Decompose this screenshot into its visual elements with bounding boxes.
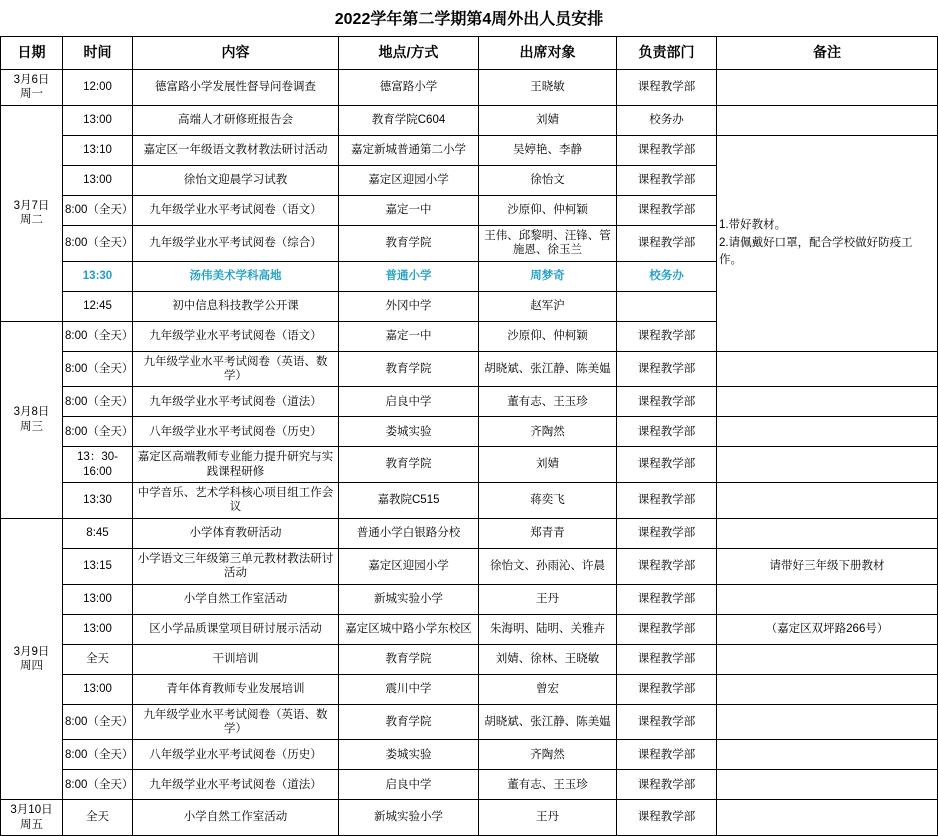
cell-place: 教育学院 xyxy=(339,351,479,387)
cell-place: 娄城实验 xyxy=(339,417,479,447)
table-row xyxy=(1,447,938,483)
cell-place: 启良中学 xyxy=(339,770,479,800)
cell-place: 教育学院 xyxy=(339,225,479,261)
cell-place: 普通小学白银路分校 xyxy=(339,518,479,548)
cell-place: 教育学院 xyxy=(339,704,479,740)
cell-date: 3月10日 周五 xyxy=(1,800,63,836)
cell-dept: 课程教学部 xyxy=(617,165,717,195)
cell-place: 教育学院 xyxy=(339,447,479,483)
cell-people: 刘婧 xyxy=(479,105,617,135)
cell-note xyxy=(717,105,938,135)
cell-dept: 课程教学部 xyxy=(617,321,717,351)
cell-dept: 校务办 xyxy=(617,105,717,135)
cell-time: 13:00 xyxy=(63,165,133,195)
cell-place: 嘉定区城中路小学东校区 xyxy=(339,614,479,644)
table-row xyxy=(1,417,938,447)
cell-content: 小学体育教研活动 xyxy=(133,518,339,548)
cell-time: 13:10 xyxy=(63,135,133,165)
cell-dept: 课程教学部 xyxy=(617,740,717,770)
table-header-row xyxy=(1,37,938,70)
cell-people: 王丹 xyxy=(479,584,617,614)
cell-content: 青年体育教师专业发展培训 xyxy=(133,674,339,704)
cell-time: 13:00 xyxy=(63,584,133,614)
table-row xyxy=(1,674,938,704)
cell-note xyxy=(717,770,938,800)
cell-dept: 课程教学部 xyxy=(617,135,717,165)
cell-time: 8:00（全天） xyxy=(63,417,133,447)
cell-time: 8:45 xyxy=(63,518,133,548)
cell-content: 区小学品质课堂项目研讨展示活动 xyxy=(133,614,339,644)
cell-dept xyxy=(617,291,717,321)
table-row xyxy=(1,800,938,836)
cell-note xyxy=(717,644,938,674)
table-row xyxy=(1,740,938,770)
cell-dept: 课程教学部 xyxy=(617,614,717,644)
cell-time: 13:15 xyxy=(63,548,133,584)
cell-content: 小学语文三年级第三单元教材教法研讨活动 xyxy=(133,548,339,584)
cell-content: 九年级学业水平考试阅卷（语文） xyxy=(133,321,339,351)
cell-people: 吴婷艳、李静 xyxy=(479,135,617,165)
cell-dept: 课程教学部 xyxy=(617,548,717,584)
cell-people: 王伟、邱黎明、汪锋、管施恩、徐玉兰 xyxy=(479,225,617,261)
cell-dept: 课程教学部 xyxy=(617,800,717,836)
cell-place: 嘉定一中 xyxy=(339,321,479,351)
table-body xyxy=(1,70,938,836)
cell-place: 嘉定区迎园小学 xyxy=(339,548,479,584)
table-row xyxy=(1,70,938,106)
cell-people: 齐陶然 xyxy=(479,740,617,770)
cell-dept: 课程教学部 xyxy=(617,483,717,519)
cell-time: 8:00（全天） xyxy=(63,321,133,351)
cell-content: 汤伟美术学科高地 xyxy=(133,261,339,291)
table-row xyxy=(1,351,938,387)
table-row xyxy=(1,704,938,740)
cell-note xyxy=(717,387,938,417)
cell-content: 八年级学业水平考试阅卷（历史） xyxy=(133,740,339,770)
cell-people: 王丹 xyxy=(479,800,617,836)
cell-date: 3月6日 周一 xyxy=(1,70,63,106)
cell-people: 赵军沪 xyxy=(479,291,617,321)
cell-note xyxy=(717,518,938,548)
cell-note: 请带好三年级下册教材 xyxy=(717,548,938,584)
table-row xyxy=(1,105,938,135)
cell-place: 嘉教院C515 xyxy=(339,483,479,519)
cell-content: 初中信息科技教学公开课 xyxy=(133,291,339,321)
column-header-content: 内容 xyxy=(133,37,339,70)
cell-content: 九年级学业水平考试阅卷（综合） xyxy=(133,225,339,261)
cell-dept: 课程教学部 xyxy=(617,417,717,447)
cell-dept: 课程教学部 xyxy=(617,387,717,417)
table-row xyxy=(1,644,938,674)
cell-people: 沙原仰、仲柯颖 xyxy=(479,195,617,225)
cell-note xyxy=(717,70,938,106)
cell-time: 13:00 xyxy=(63,614,133,644)
cell-time: 13:00 xyxy=(63,105,133,135)
column-header-date: 日期 xyxy=(1,37,63,70)
cell-note xyxy=(717,704,938,740)
cell-content: 九年级学业水平考试阅卷（英语、数学） xyxy=(133,351,339,387)
cell-place: 新城实验小学 xyxy=(339,584,479,614)
cell-place: 嘉定新城普通第二小学 xyxy=(339,135,479,165)
cell-content: 嘉定区高端教师专业能力提升研究与实践课程研修 xyxy=(133,447,339,483)
cell-dept: 课程教学部 xyxy=(617,351,717,387)
page-title: 2022学年第二学期第4周外出人员安排 xyxy=(334,11,604,28)
cell-dept: 校务办 xyxy=(617,261,717,291)
table-row xyxy=(1,135,938,165)
column-header-time: 时间 xyxy=(63,37,133,70)
cell-dept: 课程教学部 xyxy=(617,225,717,261)
cell-date: 3月8日 周三 xyxy=(1,321,63,518)
cell-content: 高端人才研修班报告会 xyxy=(133,105,339,135)
cell-time: 全天 xyxy=(63,644,133,674)
cell-people: 郑青青 xyxy=(479,518,617,548)
cell-time: 12:45 xyxy=(63,291,133,321)
cell-content: 小学自然工作室活动 xyxy=(133,800,339,836)
cell-content: 九年级学业水平考试阅卷（英语、数学） xyxy=(133,704,339,740)
column-header-dept: 负责部门 xyxy=(617,37,717,70)
cell-time: 13：30-16:00 xyxy=(63,447,133,483)
cell-place: 新城实验小学 xyxy=(339,800,479,836)
cell-place: 普通小学 xyxy=(339,261,479,291)
cell-note xyxy=(717,483,938,519)
cell-content: 八年级学业水平考试阅卷（历史） xyxy=(133,417,339,447)
cell-people: 董有志、王玉珍 xyxy=(479,387,617,417)
cell-people: 刘婧、徐林、王晓敏 xyxy=(479,644,617,674)
cell-note xyxy=(717,351,938,387)
schedule-table xyxy=(0,36,938,836)
cell-dept: 课程教学部 xyxy=(617,584,717,614)
cell-note xyxy=(717,447,938,483)
cell-note: （嘉定区双坪路266号） xyxy=(717,614,938,644)
cell-people: 朱海明、陆明、关雅卉 xyxy=(479,614,617,644)
cell-time: 8:00（全天） xyxy=(63,225,133,261)
cell-note xyxy=(717,584,938,614)
cell-place: 德富路小学 xyxy=(339,70,479,106)
cell-time: 13:00 xyxy=(63,674,133,704)
cell-time: 13:30 xyxy=(63,483,133,519)
cell-dept: 课程教学部 xyxy=(617,447,717,483)
cell-dept: 课程教学部 xyxy=(617,518,717,548)
cell-people: 沙原仰、仲柯颖 xyxy=(479,321,617,351)
table-row xyxy=(1,584,938,614)
cell-place: 震川中学 xyxy=(339,674,479,704)
cell-content: 嘉定区一年级语文教材教法研讨活动 xyxy=(133,135,339,165)
cell-date: 3月7日 周二 xyxy=(1,105,63,321)
table-row xyxy=(1,518,938,548)
cell-place: 教育学院 xyxy=(339,644,479,674)
cell-time: 8:00（全天） xyxy=(63,195,133,225)
cell-content: 九年级学业水平考试阅卷（语文） xyxy=(133,195,339,225)
cell-note xyxy=(717,417,938,447)
cell-content: 徐怡文迎晨学习试教 xyxy=(133,165,339,195)
cell-place: 教育学院C604 xyxy=(339,105,479,135)
cell-time: 全天 xyxy=(63,800,133,836)
table-row xyxy=(1,770,938,800)
cell-people: 徐怡文、孙雨沁、许晨 xyxy=(479,548,617,584)
column-header-people: 出席对象 xyxy=(479,37,617,70)
cell-date: 3月9日 周四 xyxy=(1,518,63,800)
table-row xyxy=(1,614,938,644)
cell-dept: 课程教学部 xyxy=(617,195,717,225)
cell-note: 1.带好教材。 2.请佩戴好口罩，配合学校做好防疫工作。 xyxy=(717,135,938,351)
cell-time: 8:00（全天） xyxy=(63,351,133,387)
cell-people: 胡晓斌、张江静、陈美媪 xyxy=(479,351,617,387)
cell-content: 干训培训 xyxy=(133,644,339,674)
cell-content: 德富路小学发展性督导问卷调查 xyxy=(133,70,339,106)
table-row xyxy=(1,387,938,417)
cell-note xyxy=(717,740,938,770)
cell-place: 外冈中学 xyxy=(339,291,479,321)
cell-place: 嘉定区迎园小学 xyxy=(339,165,479,195)
cell-people: 王晓敏 xyxy=(479,70,617,106)
cell-content: 九年级学业水平考试阅卷（道法） xyxy=(133,387,339,417)
cell-people: 胡晓斌、张江静、陈美媪 xyxy=(479,704,617,740)
cell-note xyxy=(717,674,938,704)
cell-place: 嘉定一中 xyxy=(339,195,479,225)
cell-people: 徐怡文 xyxy=(479,165,617,195)
cell-note xyxy=(717,800,938,836)
cell-content: 中学音乐、艺术学科核心项目组工作会议 xyxy=(133,483,339,519)
cell-dept: 课程教学部 xyxy=(617,770,717,800)
cell-people: 齐陶然 xyxy=(479,417,617,447)
cell-dept: 课程教学部 xyxy=(617,674,717,704)
cell-people: 董有志、王玉珍 xyxy=(479,770,617,800)
table-row xyxy=(1,548,938,584)
cell-content: 九年级学业水平考试阅卷（道法） xyxy=(133,770,339,800)
cell-time: 8:00（全天） xyxy=(63,704,133,740)
cell-time: 12:00 xyxy=(63,70,133,106)
cell-dept: 课程教学部 xyxy=(617,70,717,106)
cell-time: 8:00（全天） xyxy=(63,387,133,417)
cell-people: 刘婧 xyxy=(479,447,617,483)
cell-people: 周梦奇 xyxy=(479,261,617,291)
cell-content: 小学自然工作室活动 xyxy=(133,584,339,614)
cell-dept: 课程教学部 xyxy=(617,644,717,674)
cell-time: 8:00（全天） xyxy=(63,770,133,800)
cell-time: 8:00（全天） xyxy=(63,740,133,770)
cell-time: 13:30 xyxy=(63,261,133,291)
column-header-place: 地点/方式 xyxy=(339,37,479,70)
cell-dept: 课程教学部 xyxy=(617,704,717,740)
cell-place: 娄城实验 xyxy=(339,740,479,770)
column-header-note: 备注 xyxy=(717,37,938,70)
cell-people: 曾宏 xyxy=(479,674,617,704)
table-row xyxy=(1,483,938,519)
cell-people: 蒋奕飞 xyxy=(479,483,617,519)
cell-place: 启良中学 xyxy=(339,387,479,417)
